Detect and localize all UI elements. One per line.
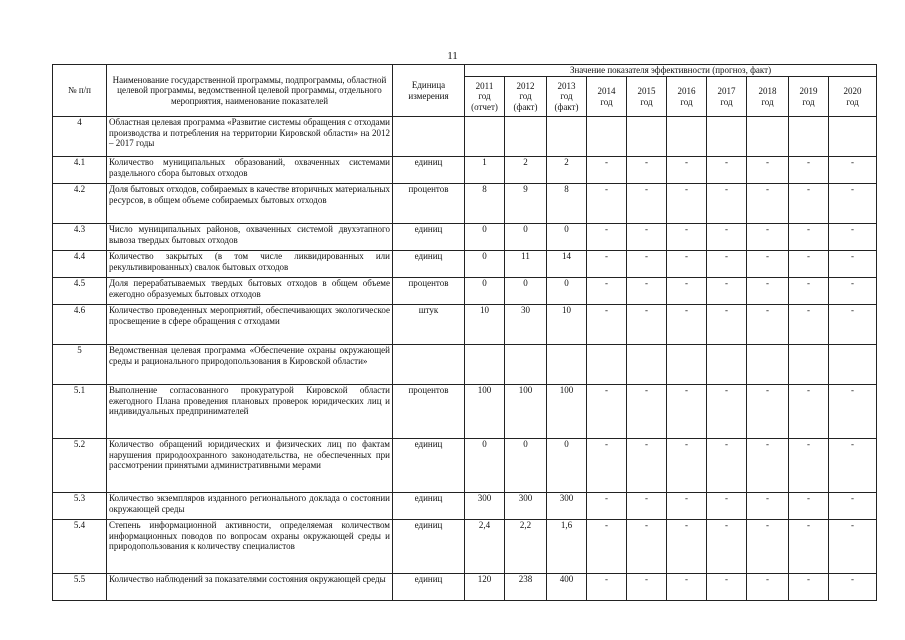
indicator-value [747,345,789,385]
indicator-value: 0 [465,251,505,278]
indicator-value: 2,4 [465,520,505,574]
year-header-line: год [802,96,815,107]
indicator-value: 0 [505,278,547,305]
year-header-line: 2019 [799,86,818,96]
indicator-value: 11 [505,251,547,278]
indicator-value: - [829,385,877,439]
year-header-line: 2013 [557,80,576,91]
indicator-value: - [829,493,877,520]
indicator-value: - [747,520,789,574]
indicator-value: - [627,574,667,601]
indicator-value [547,345,587,385]
indicator-name: Количество закрытых (в том числе ликвидированных или рекультивированных) свалок бытовых отходов [107,251,393,278]
indicator-value: - [789,574,829,601]
unit-of-measure: единиц [393,493,465,520]
indicator-value: - [667,251,707,278]
indicator-value: - [667,385,707,439]
year-header-line: 2020 [843,86,862,96]
unit-of-measure: единиц [393,439,465,493]
indicator-value [627,117,667,157]
table-row [53,493,877,520]
year-header-line: год [680,96,693,107]
table-row [53,224,877,251]
table-row [53,184,877,224]
table-row [53,117,877,157]
indicator-value: - [627,224,667,251]
indicator-value: 10 [465,305,505,345]
indicator-value: - [627,184,667,224]
indicator-value: 120 [465,574,505,601]
indicator-name: Доля перерабатываемых твердых бытовых отходов в общем объеме ежегодно образуемых бытовых отходов [107,278,393,305]
year-header-line: год [560,91,573,102]
indicator-value: 0 [505,439,547,493]
indicator-value: 300 [547,493,587,520]
header-num: № п/п [53,65,107,117]
row-number: 4.6 [53,305,107,345]
efficiency-indicators-table [52,64,877,601]
indicator-name: Ведомственная целевая программа «Обеспечение охраны окружающей среды и рационального природопользования в Кировской области» [107,345,393,385]
unit-of-measure: единиц [393,574,465,601]
indicator-value: - [747,224,789,251]
indicator-value: 8 [465,184,505,224]
indicator-value: - [627,251,667,278]
indicator-name: Число муниципальных районов, охваченных системой двухэтапного вывоза твердых бытовых отходов [107,224,393,251]
indicator-name: Количество проведенных мероприятий, обеспечивающих экологическое просвещение в сфере обращения с отходами [107,305,393,345]
indicator-value [587,117,627,157]
row-number: 4.2 [53,184,107,224]
indicator-value: - [829,574,877,601]
indicator-value: 0 [465,278,505,305]
year-header-line: год [640,96,653,107]
year-header-2012 [505,77,547,117]
indicator-value: - [707,305,747,345]
indicator-value: - [789,385,829,439]
indicator-value: 8 [547,184,587,224]
indicator-value: - [627,305,667,345]
indicator-value [505,345,547,385]
indicator-value [627,345,667,385]
indicator-value: - [747,157,789,184]
indicator-value [747,117,789,157]
year-header-line: (факт) [554,101,579,112]
indicator-value: 100 [465,385,505,439]
year-header-line: 2015 [637,86,656,96]
indicator-value: - [587,385,627,439]
indicator-value: - [747,278,789,305]
year-header-line: 2017 [717,86,736,96]
table-row [53,520,877,574]
indicator-value: - [747,574,789,601]
indicator-name: Количество экземпляров изданного регионального доклада о состоянии окружающей среды [107,493,393,520]
indicator-value: - [829,439,877,493]
row-number: 5.5 [53,574,107,601]
row-number: 5.1 [53,385,107,439]
indicator-value: - [747,385,789,439]
year-header-line: год [519,91,532,102]
indicator-value: 2 [547,157,587,184]
year-header-2019 [789,77,829,117]
unit-of-measure: единиц [393,251,465,278]
indicator-value: - [667,305,707,345]
indicator-value: - [789,184,829,224]
year-header-2017 [707,77,747,117]
row-number: 4.4 [53,251,107,278]
indicator-value: - [747,184,789,224]
table-row [53,345,877,385]
indicator-value [707,345,747,385]
unit-of-measure: процентов [393,385,465,439]
table-row [53,439,877,493]
year-header-line: (факт) [513,101,538,112]
indicator-value: 9 [505,184,547,224]
indicator-value: 0 [547,224,587,251]
row-number: 5.4 [53,520,107,574]
indicator-value: - [587,305,627,345]
indicator-value: - [587,493,627,520]
year-header-2018 [747,77,789,117]
indicator-value [707,117,747,157]
indicator-value: - [789,251,829,278]
year-header-2020 [829,77,877,117]
indicator-value: 2 [505,157,547,184]
indicator-value: - [627,493,667,520]
indicator-value: - [587,184,627,224]
unit-of-measure: штук [393,305,465,345]
row-number: 5.3 [53,493,107,520]
indicator-value: - [667,574,707,601]
indicator-value: - [587,224,627,251]
indicator-value: - [829,157,877,184]
unit-of-measure: единиц [393,224,465,251]
indicator-value: - [707,278,747,305]
indicator-value [667,345,707,385]
year-header-2015 [627,77,667,117]
indicator-value: - [627,439,667,493]
unit-of-measure: процентов [393,278,465,305]
indicator-value: - [829,184,877,224]
indicator-name: Доля бытовых отходов, собираемых в качестве вторичных материальных ресурсов, в общем объеме собираемых бытовых отходов [107,184,393,224]
indicator-value: 300 [505,493,547,520]
unit-of-measure [393,345,465,385]
indicator-value: - [667,439,707,493]
header-unit: Единица измерения [393,65,465,117]
table-row [53,157,877,184]
row-number: 4.1 [53,157,107,184]
indicator-value [505,117,547,157]
indicator-value [547,117,587,157]
indicator-value: - [587,520,627,574]
indicator-name: Количество муниципальных образований, охваченных системами раздельного сбора бытовых отходов [107,157,393,184]
indicator-value: - [707,157,747,184]
indicator-value: 1 [465,157,505,184]
page-number: 11 [447,50,458,62]
header-values: Значение показателя эффективности (прогноз, факт) [465,65,877,77]
indicator-value: - [747,251,789,278]
year-header-line: год [846,96,859,107]
indicator-value: - [667,520,707,574]
indicator-value: - [667,224,707,251]
year-header-line: (отчет) [471,101,498,112]
indicator-value: 2,2 [505,520,547,574]
row-number: 4.3 [53,224,107,251]
year-header-2014 [587,77,627,117]
indicator-name: Степень информационной активности, определяемая количеством информационных поводов по вопросам охраны окружающей среды и природопользования к количеству специалистов [107,520,393,574]
indicator-value: - [829,278,877,305]
indicator-value: - [829,251,877,278]
indicator-value [789,117,829,157]
indicator-value: 238 [505,574,547,601]
year-header-line: 2016 [677,86,696,96]
year-header-2013 [547,77,587,117]
indicator-value: 400 [547,574,587,601]
row-number: 4 [53,117,107,157]
indicator-value: - [667,157,707,184]
indicator-value: - [667,278,707,305]
table-row [53,385,877,439]
indicator-value: - [587,157,627,184]
year-header-line: год [600,96,613,107]
indicator-name: Выполнение согласованного прокуратурой Кировской области ежегодного Плана проведения плановых проверок юридических лиц и индивидуальных предпринимателей [107,385,393,439]
indicator-value: - [829,224,877,251]
unit-of-measure: процентов [393,184,465,224]
header-name: Наименование государственной программы, подпрограммы, областной целевой программы, ведомственной целевой программы, отдельного мероприятия, наименование показателей [107,65,393,117]
indicator-value: - [789,157,829,184]
indicator-value: - [829,305,877,345]
indicator-value [667,117,707,157]
indicator-value: 0 [547,278,587,305]
indicator-value: - [707,184,747,224]
unit-of-measure: единиц [393,157,465,184]
indicator-value: - [789,520,829,574]
indicator-value: - [707,493,747,520]
year-header-line: год [761,96,774,107]
indicator-value: 0 [505,224,547,251]
indicator-value: - [627,278,667,305]
indicator-value: - [627,157,667,184]
indicator-value: - [829,520,877,574]
year-header-line: год [478,91,491,102]
year-header-line: 2012 [516,80,535,91]
indicator-value: - [707,251,747,278]
table-row [53,574,877,601]
indicator-value: 100 [505,385,547,439]
indicator-value: - [707,439,747,493]
indicator-value: 0 [547,439,587,493]
year-header-line: год [720,96,733,107]
indicator-value: - [627,520,667,574]
indicator-value: - [587,439,627,493]
indicator-value: - [789,224,829,251]
unit-of-measure [393,117,465,157]
row-number: 5.2 [53,439,107,493]
indicator-name: Областная целевая программа «Развитие системы обращения с отходами производства и потребления на территории Кировской области» на 2012 – 2017 годы [107,117,393,157]
indicator-value [789,345,829,385]
indicator-value: 0 [465,224,505,251]
indicator-value: - [707,520,747,574]
indicator-value: - [587,574,627,601]
indicator-name: Количество обращений юридических и физических лиц по фактам нарушения природоохранного законодательства, не обеспеченных при рассмотрении принятыми административными мерами [107,439,393,493]
year-header-2016 [667,77,707,117]
indicator-value [829,345,877,385]
indicator-value: - [789,439,829,493]
unit-of-measure: единиц [393,520,465,574]
indicator-value: 14 [547,251,587,278]
indicator-value [465,117,505,157]
table-row [53,305,877,345]
year-header-line: 2014 [597,86,616,96]
indicator-value: 1,6 [547,520,587,574]
indicator-value: 0 [465,439,505,493]
indicator-value: - [747,305,789,345]
row-number: 5 [53,345,107,385]
indicator-value: - [789,278,829,305]
indicator-value: 300 [465,493,505,520]
table-body [53,117,877,601]
indicator-value: - [747,439,789,493]
indicator-value: - [707,574,747,601]
table-row [53,278,877,305]
row-number: 4.5 [53,278,107,305]
indicator-value [465,345,505,385]
indicator-value: - [587,278,627,305]
indicator-value: - [627,385,667,439]
year-header-line: 2011 [475,80,494,91]
indicator-value: 30 [505,305,547,345]
indicator-value: - [789,305,829,345]
indicator-value: - [587,251,627,278]
indicator-value: - [789,493,829,520]
indicator-value [587,345,627,385]
indicator-name: Количество наблюдений за показателями состояния окружающей среды [107,574,393,601]
indicator-value: 100 [547,385,587,439]
indicator-value: - [667,493,707,520]
indicator-value: - [707,224,747,251]
indicator-value: - [667,184,707,224]
indicator-value [829,117,877,157]
year-header-2011 [465,77,505,117]
indicator-value: - [707,385,747,439]
year-header-line: 2018 [758,86,777,96]
indicator-value: - [747,493,789,520]
table-row [53,251,877,278]
indicator-value: 10 [547,305,587,345]
